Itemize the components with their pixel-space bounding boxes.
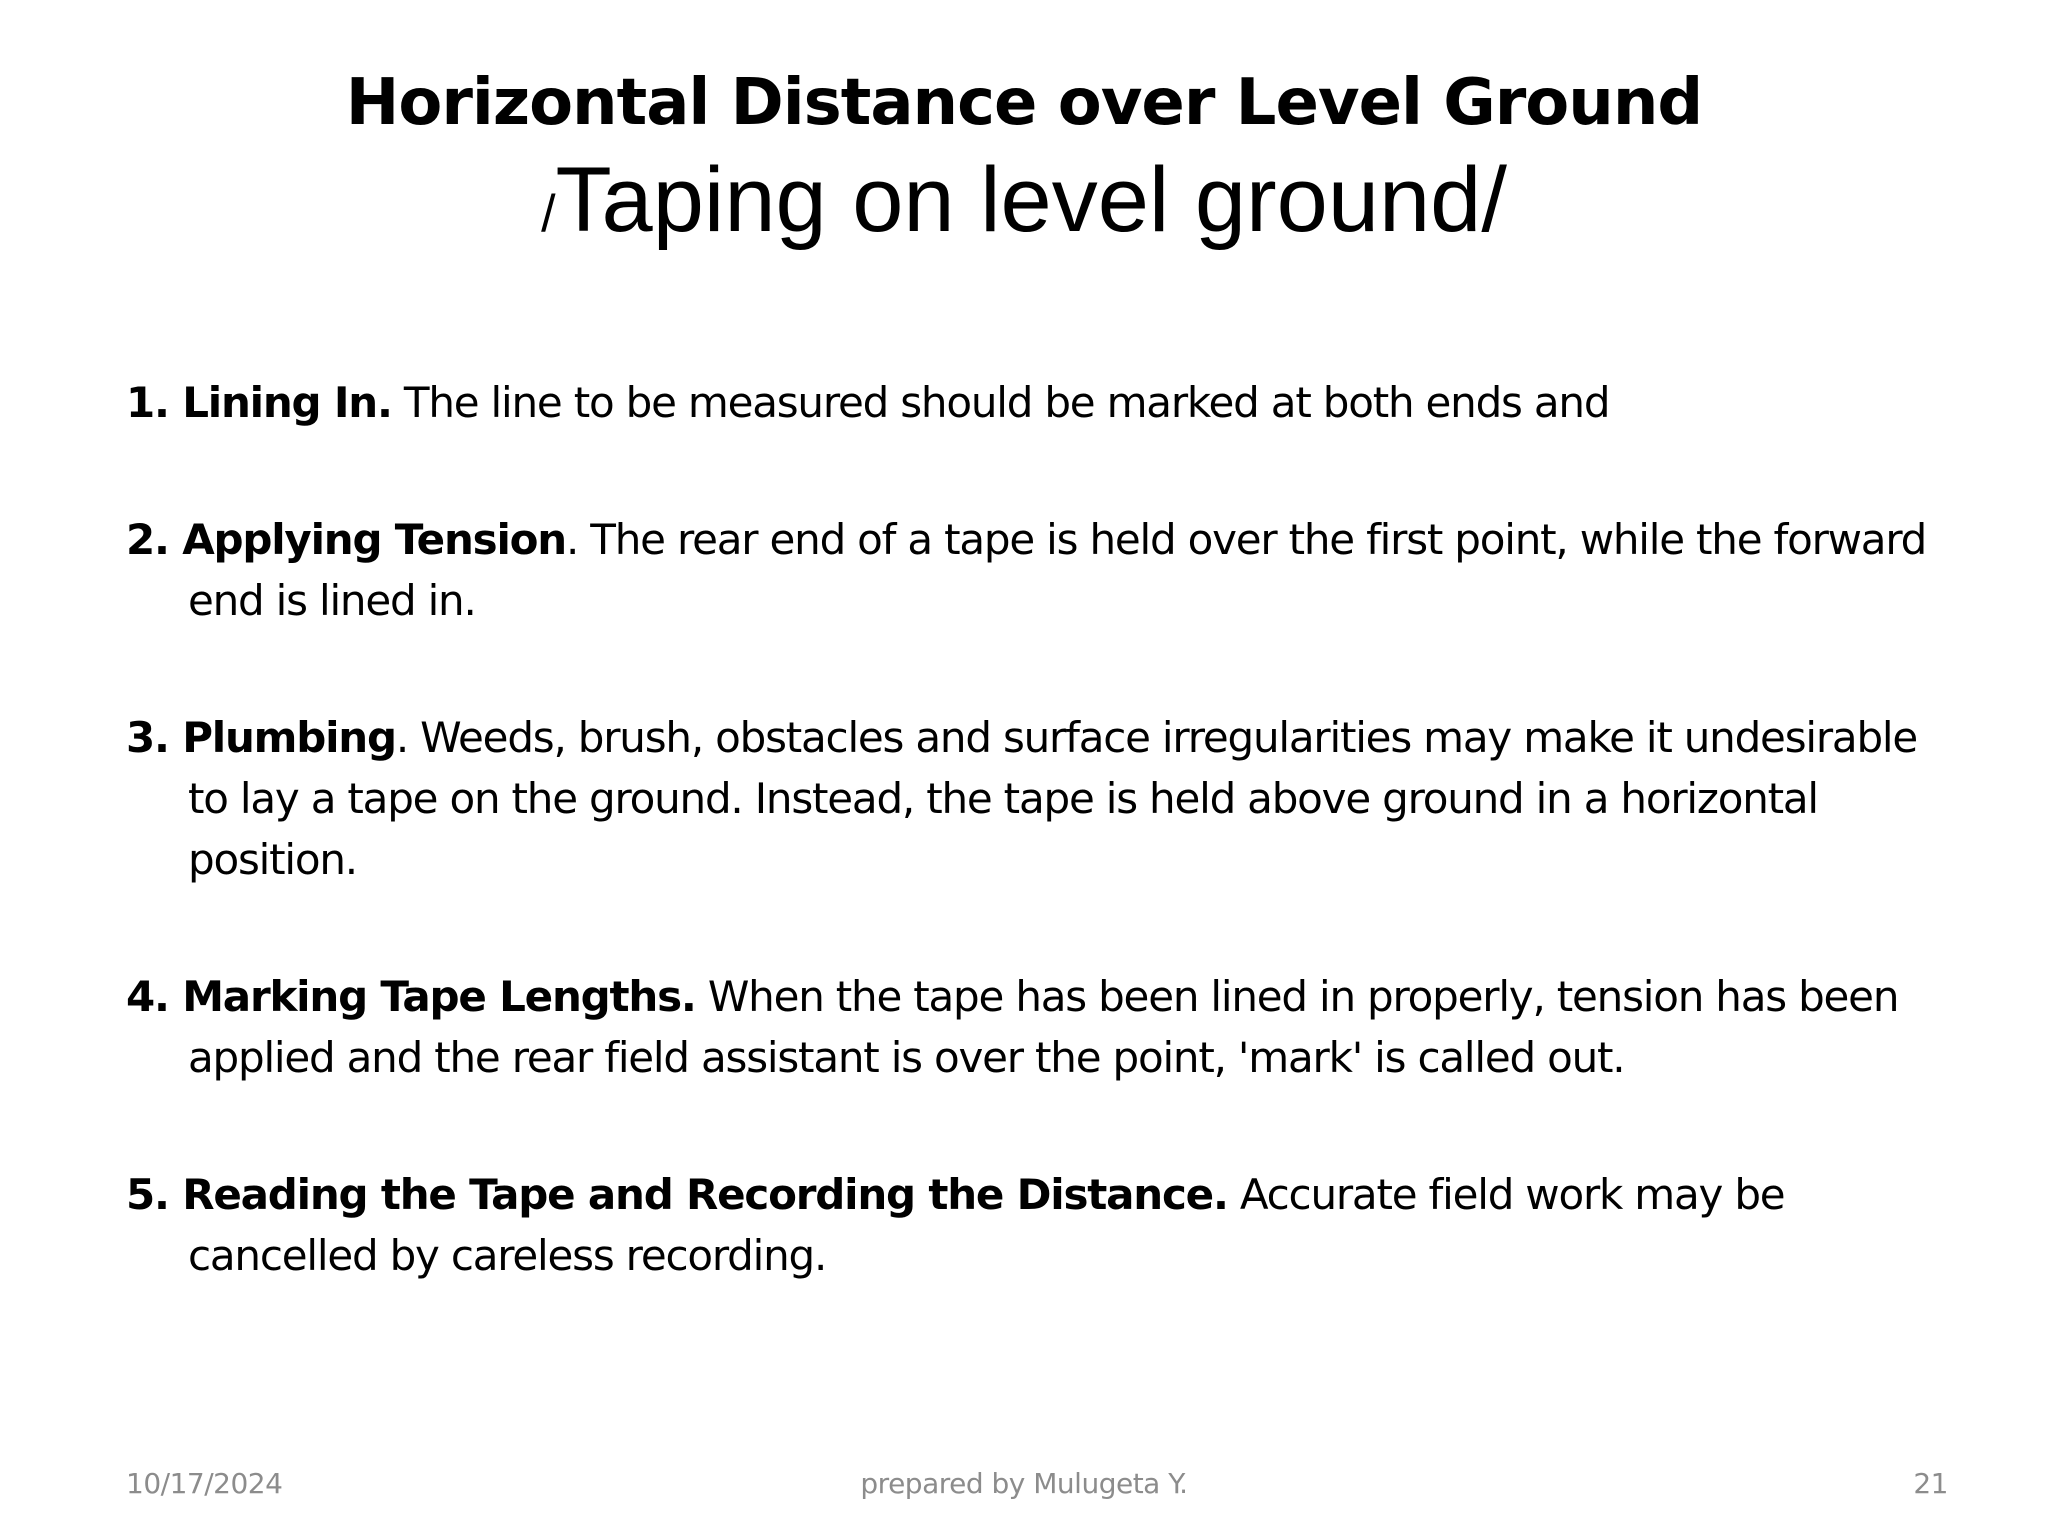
step-heading: 5. Reading the Tape and Recording the Distance. — [126, 1170, 1228, 1219]
step-text: . Weeds, brush, obstacles and surface irregularities may make it undesirable to lay a tape on the ground. Instead, the tape is held above ground in a horizontal position. — [188, 713, 1918, 884]
title-main: Horizontal Distance over Level Ground — [345, 66, 1703, 140]
step-item-plumbing — [126, 707, 1956, 890]
step-item-reading-recording — [126, 1164, 1956, 1286]
title-subtitle-slash: / — [541, 185, 556, 243]
step-heading: 1. Lining In. — [126, 378, 392, 427]
step-item-lining-in — [126, 372, 1956, 433]
slide-title — [0, 60, 2048, 268]
footer-date: 10/17/2024 — [126, 1467, 283, 1500]
footer-author: prepared by Mulugeta Y. — [860, 1467, 1188, 1500]
step-item-applying-tension — [126, 509, 1956, 631]
step-text: When the tape has been lined in properly, tension has been applied and the rear field assistant is over the point, 'mark' is called out. — [188, 972, 1899, 1082]
slide-number: 21 — [1913, 1467, 1948, 1500]
step-heading: 3. Plumbing — [126, 713, 396, 762]
steps-list — [126, 372, 1956, 1362]
step-heading: 2. Applying Tension — [126, 515, 566, 564]
step-text: Accurate field work may be cancelled by careless recording. — [188, 1170, 1785, 1280]
step-text: The line to be measured should be marked at both ends and — [391, 378, 1610, 427]
step-item-marking-tape-lengths — [126, 966, 1956, 1088]
title-subtitle — [0, 146, 2048, 268]
title-subtitle-text: Taping on level ground/ — [555, 149, 1507, 251]
step-text: . The rear end of a tape is held over the first point, while the forward end is lined in. — [188, 515, 1927, 625]
step-heading: 4. Marking Tape Lengths. — [126, 972, 696, 1021]
